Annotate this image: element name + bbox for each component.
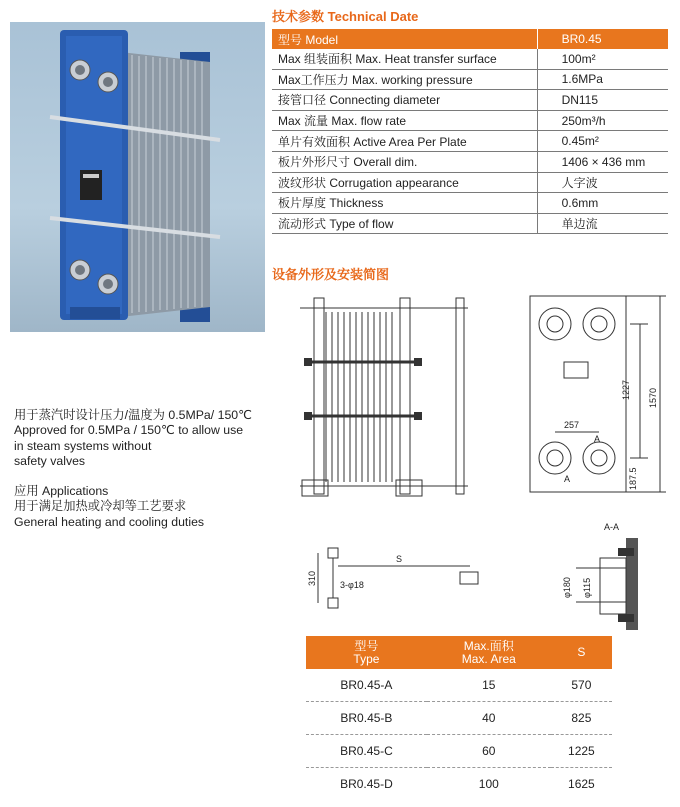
table-row bbox=[272, 90, 668, 111]
models-table bbox=[306, 636, 612, 800]
side-view-drawing bbox=[296, 290, 476, 502]
table-row bbox=[306, 702, 612, 735]
applications-title: 应用 Applications bbox=[14, 484, 109, 498]
dim-s: S bbox=[396, 554, 403, 564]
model-type: BR0.45-A bbox=[306, 669, 427, 702]
applications-cn: 用于满足加热或冷却等工艺要求 bbox=[14, 499, 187, 514]
mark-a-top: A bbox=[594, 434, 601, 444]
table-row bbox=[272, 193, 668, 214]
spec-label: Max工作压力 Max. working pressure bbox=[272, 69, 537, 90]
model-area: 60 bbox=[427, 735, 551, 768]
table-row bbox=[272, 29, 668, 49]
table-row bbox=[272, 49, 668, 69]
spec-value: 250m³/h bbox=[537, 110, 668, 131]
section-aa-drawing bbox=[556, 522, 658, 632]
approval-cn: 用于蒸汽时设计压力/温度为 0.5MPa/ 150℃ bbox=[14, 408, 252, 422]
dim-1570: 1570 bbox=[648, 387, 658, 408]
model-s: 825 bbox=[551, 702, 612, 735]
model-s: 1225 bbox=[551, 735, 612, 768]
model-s: 570 bbox=[551, 669, 612, 702]
mark-a-bottom: A bbox=[564, 474, 571, 484]
spec-table bbox=[272, 29, 668, 234]
spec-value: BR0.45 bbox=[537, 29, 668, 49]
col-type-cn: 型号 bbox=[354, 638, 379, 653]
spec-title: 技术参数 Technical Date bbox=[272, 9, 419, 24]
model-type: BR0.45-B bbox=[306, 702, 427, 735]
model-area: 15 bbox=[427, 669, 551, 702]
col-s: S bbox=[551, 636, 612, 669]
front-view-drawing bbox=[520, 290, 670, 502]
col-type bbox=[306, 636, 427, 669]
spec-value: 1406 × 436 mm bbox=[537, 151, 668, 172]
spec-value: 0.45m² bbox=[537, 131, 668, 152]
spec-value: 单边流 bbox=[537, 213, 668, 234]
table-row bbox=[272, 151, 668, 172]
dim-phi180: φ180 bbox=[562, 577, 572, 598]
approval-text bbox=[14, 408, 274, 469]
spec-label: 板片外形尺寸 Overall dim. bbox=[272, 151, 537, 172]
spec-label: 板片厚度 Thickness bbox=[272, 193, 537, 214]
col-area-cn: Max.面积 bbox=[463, 638, 514, 653]
spec-label: Max 流量 Max. flow rate bbox=[272, 110, 537, 131]
dim-1227: 1227 bbox=[621, 379, 631, 400]
table-row bbox=[306, 768, 612, 801]
foot-layout-drawing bbox=[300, 546, 490, 616]
dim-phi115: φ115 bbox=[582, 577, 592, 598]
dim-257: 257 bbox=[564, 420, 580, 430]
approval-en-3: safety valves bbox=[14, 453, 86, 468]
spec-label: 波纹形状 Corrugation appearance bbox=[272, 172, 537, 193]
col-type-en: Type bbox=[353, 651, 380, 666]
table-row bbox=[272, 213, 668, 234]
applications-text bbox=[14, 484, 274, 530]
spec-value: 0.6mm bbox=[537, 193, 668, 214]
spec-value: DN115 bbox=[537, 90, 668, 111]
model-s: 1625 bbox=[568, 777, 595, 791]
model-type: BR0.45-C bbox=[306, 735, 427, 768]
table-row bbox=[272, 110, 668, 131]
table-header-row bbox=[306, 636, 612, 669]
spec-value: 1.6MPa bbox=[537, 69, 668, 90]
table-row bbox=[272, 131, 668, 152]
applications-en: General heating and cooling duties bbox=[14, 514, 205, 529]
spec-label: 型号 Model bbox=[272, 29, 537, 49]
table-row bbox=[272, 69, 668, 90]
spec-label: 流动形式 Type of flow bbox=[272, 213, 537, 234]
heat-exchanger-image bbox=[10, 22, 265, 332]
model-area: 40 bbox=[427, 702, 551, 735]
drawing-title: 设备外形及安装简图 bbox=[272, 267, 390, 282]
dim-310: 310 bbox=[307, 570, 317, 586]
col-area-en: Max. Area bbox=[461, 651, 516, 666]
spec-label: Max 组装面积 Max. Heat transfer surface bbox=[272, 49, 537, 69]
col-area bbox=[427, 636, 551, 669]
dim-187-5: 187.5 bbox=[628, 467, 638, 490]
table-row bbox=[306, 735, 612, 768]
model-type: BR0.45-D bbox=[340, 777, 393, 791]
approval-en-2: in steam systems without bbox=[14, 438, 152, 453]
spec-value: 人字波 bbox=[537, 172, 668, 193]
approval-en-1: Approved for 0.5MPa / 150℃ to allow use bbox=[14, 423, 244, 438]
spec-label: 接管口径 Connecting diameter bbox=[272, 90, 537, 111]
product-photo bbox=[10, 22, 265, 332]
table-row bbox=[272, 172, 668, 193]
table-row bbox=[306, 669, 612, 702]
model-area: 100 bbox=[478, 777, 499, 791]
spec-label: 单片有效面积 Active Area Per Plate bbox=[272, 131, 537, 152]
section-label: A-A bbox=[604, 522, 620, 532]
spec-value: 100m² bbox=[537, 49, 668, 69]
dim-holes: 3-φ18 bbox=[340, 580, 364, 590]
